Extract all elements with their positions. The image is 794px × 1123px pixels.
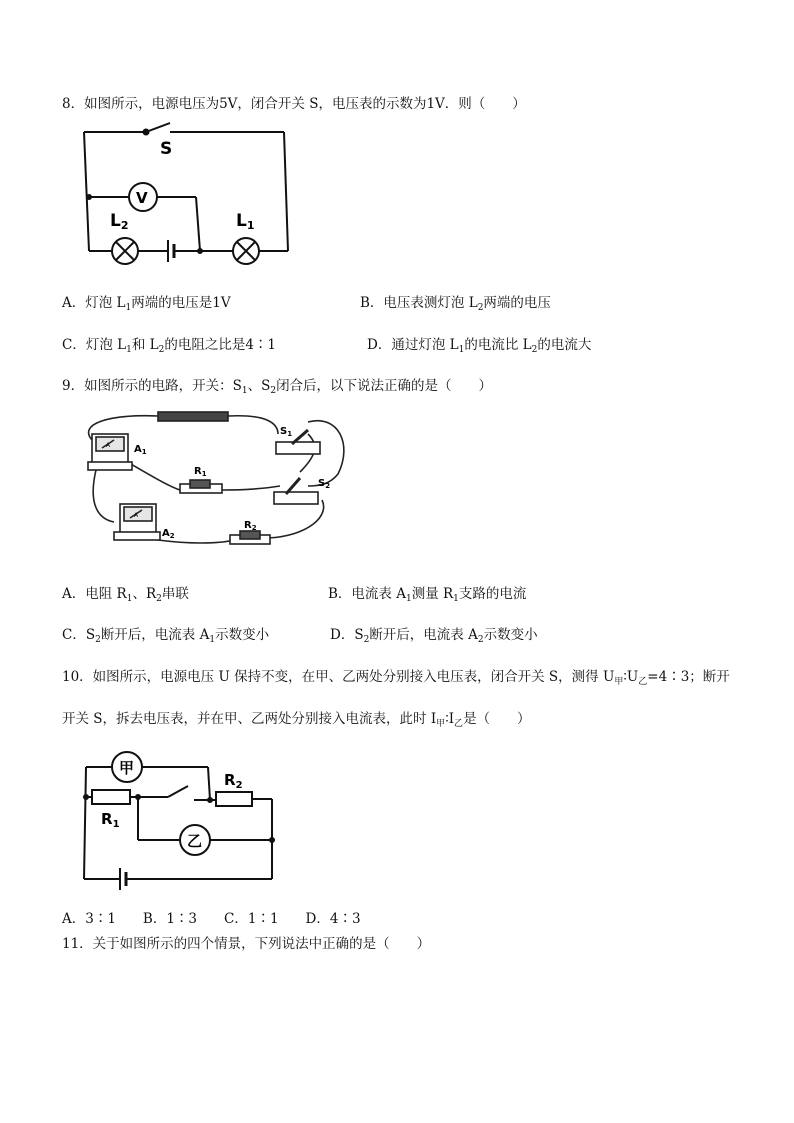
svg-text:A1: $A_1$: [134, 444, 147, 456]
q9-label-s2: S: [318, 478, 326, 489]
svg-text:S2: $S_2$: [318, 478, 331, 490]
q8-lamp-l2-label: L: [110, 211, 121, 231]
svg-text:L1: L1: [236, 211, 255, 232]
q8-switch-label: S: [160, 139, 173, 159]
svg-text:A2: $A_2$: [162, 528, 175, 540]
q9-label-a1: A: [134, 444, 142, 455]
q10-label-r1: R: [101, 810, 113, 828]
q10-stem-line2: 开关 S，拆去电压表，并在甲、乙两处分别接入电流表，此时 $I_甲∶I_乙$是（ ）: [62, 711, 531, 729]
q8-option-d: D．通过灯泡 $L_1$的电流比 $L_2$的电流大: [367, 337, 592, 355]
q9-option-c: C．$S_2$断开后，电流表 $A_1$示数变小: [62, 627, 270, 645]
q9-label-s1: S: [280, 426, 288, 437]
q10-circuit-figure: [76, 744, 286, 894]
q8-option-c: C．灯泡 $L_1$和 $L_2$的电阻之比是4∶1: [62, 337, 277, 355]
svg-text:S1: $S_1$: [280, 426, 293, 438]
q10-stem-line1: 10．如图所示，电源电压 U 保持不变，在甲、乙两处分别接入电压表，闭合开关 S，测得 $U_甲∶U_乙=4∶3$；断开: [62, 669, 730, 687]
q11-stem: 11．关于如图所示的四个情景，下列说法中正确的是（ ）: [62, 936, 431, 952]
svg-text:L2: L2: [110, 211, 129, 232]
q8-lamp-l1-label: L: [236, 211, 247, 231]
q10-options: A．3∶1 B．1∶3 C．1∶1 D．4∶3: [62, 911, 361, 927]
q8-stem: 8．如图所示，电源电压为5V，闭合开关 S，电压表的示数为1V．则（ ）: [62, 96, 526, 112]
q9-label-r1: R: [194, 466, 202, 477]
q10-label-jia: 甲: [119, 759, 135, 777]
q9-stem: 9．如图所示的电路，开关：$S_1$、$S_2$闭合后，以下说法正确的是（ ）: [62, 378, 493, 396]
q8-circuit-figure: [70, 118, 300, 273]
q9-ammeter-a2-dial: A: [134, 512, 139, 519]
svg-text:R1: $R_1$: [194, 466, 207, 478]
q10-label-r2: R: [224, 771, 236, 789]
q8-voltmeter-label: V: [136, 189, 148, 207]
q10-label-yi: 乙: [187, 832, 203, 850]
q9-option-a: A．电阻 $R_1$、$R_2$串联: [62, 586, 189, 604]
svg-text:R2: $R_2$: [224, 771, 243, 791]
q9-label-a2: A: [162, 528, 170, 539]
q9-ammeter-a1-dial: A: [106, 442, 111, 449]
svg-text:R2: $R_2$: [244, 520, 257, 532]
q9-physical-circuit-figure: [68, 404, 358, 554]
q9-option-d: D．$S_2$断开后，电流表 $A_2$示数变小: [330, 627, 538, 645]
q8-option-a: A．灯泡 $L_1$两端的电压是1V: [62, 295, 231, 313]
svg-text:R1: $R_1$: [101, 810, 120, 830]
q9-option-b: B．电流表 $A_1$测量 $R_1$支路的电流: [328, 586, 527, 604]
q8-option-b: B．电压表测灯泡 $L_2$两端的电压: [360, 295, 551, 313]
q9-label-r2: R: [244, 520, 252, 531]
